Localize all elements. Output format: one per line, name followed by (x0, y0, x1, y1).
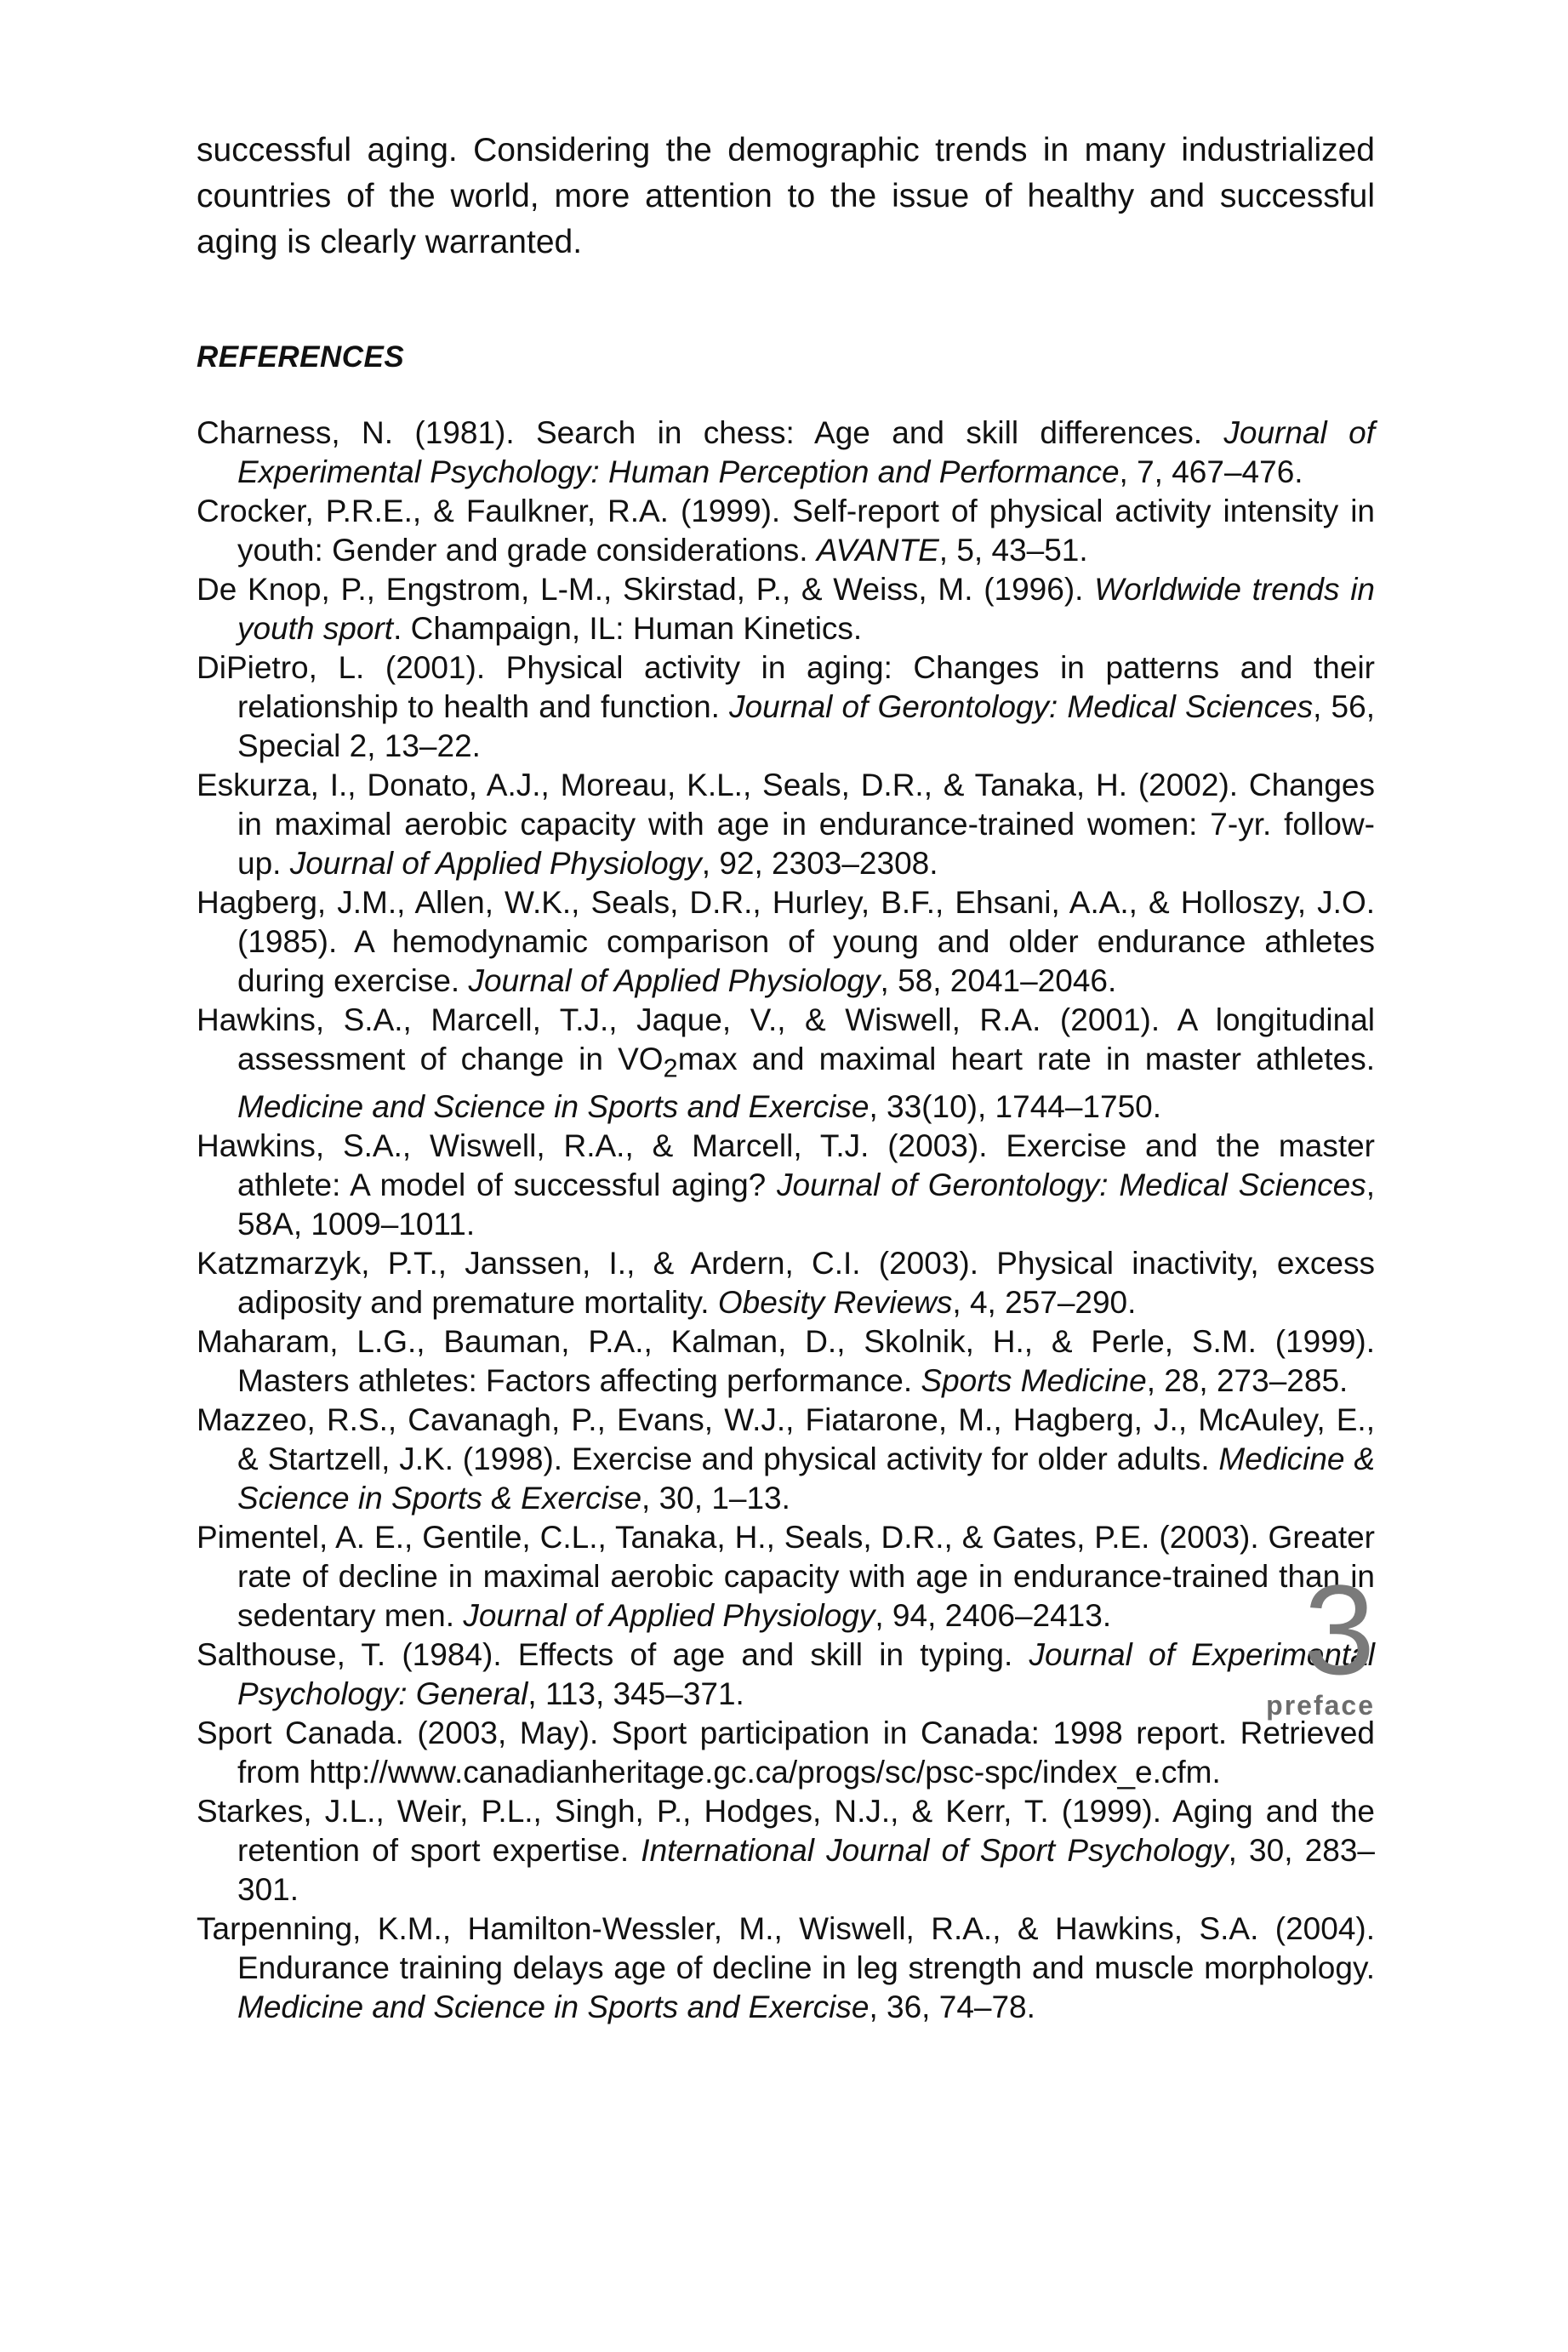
reference-item: Mazzeo, R.S., Cavanagh, P., Evans, W.J., Fiatarone, M., Hagberg, J., McAuley, E., & Startzell, J.K. (1998). Exercise and physical activity for older adults. Medicine & Science in Sports & Exercise, 30, 1–13. (197, 1402, 1375, 1516)
reference-list (197, 414, 1375, 2027)
reference-item: Salthouse, T. (1984). Effects of age and skill in typing. Journal of Experimental Psychology: General, 113, 345–371. (197, 1637, 1375, 1712)
folio (1120, 1558, 1375, 1721)
references-heading: REFERENCES (197, 340, 405, 374)
reference-item: Eskurza, I., Donato, A.J., Moreau, K.L., Seals, D.R., & Tanaka, H. (2002). Changes in maximal aerobic capacity with age in endurance-trained women: 7-yr. follow-up. Journal of Applied Physiology, 92, 2303–2308. (197, 768, 1375, 881)
reference-item: Hagberg, J.M., Allen, W.K., Seals, D.R., Hurley, B.F., Ehsani, A.A., & Holloszy, J.O. (1985). A hemodynamic comparison of young and older endurance athletes during exercise. Journal of Applied Physiology, 58, 2041–2046. (197, 885, 1375, 998)
reference-item: Katzmarzyk, P.T., Janssen, I., & Ardern, C.I. (2003). Physical inactivity, excess adiposity and premature mortality. Obesity Reviews, 4, 257–290. (197, 1246, 1375, 1321)
reference-item: DiPietro, L. (2001). Physical activity in aging: Changes in patterns and their relationship to health and function. Journal of Gerontology: Medical Sciences, 56, Special 2, 13–22. (197, 650, 1375, 763)
reference-item: Pimentel, A. E., Gentile, C.L., Tanaka, H., Seals, D.R., & Gates, P.E. (2003). Greater rate of decline in maximal aerobic capacity with age in endurance-trained than in sedentary men. Journal of Applied Physiology, 94, 2406–2413. (197, 1520, 1375, 1634)
reference-item: Hawkins, S.A., Marcell, T.J., Jaque, V., & Wiswell, R.A. (2001). A longitudinal assessment of change in $VO_2\max$ and maximal heart rate in master athletes. Medicine and Science in Sports and Exercise, 33(10), 1744–1750. (197, 1002, 1375, 1125)
reference-item: Sport Canada. (2003, May). Sport participation in Canada: 1998 report. Retrieved from http://www.canadianheritage.gc.ca/progs/sc/psc-spc/index_e.cfm. (197, 1715, 1375, 1790)
reference-item: Hawkins, S.A., Wiswell, R.A., & Marcell, T.J. (2003). Exercise and the master athlete: A model of successful aging? Journal of Gerontology: Medical Sciences, 58A, 1009–1011. (197, 1128, 1375, 1242)
reference-item: Tarpenning, K.M., Hamilton-Wessler, M., Wiswell, R.A., & Hawkins, S.A. (2004). Endurance training delays age of decline in leg strength and muscle morphology. Medicine and Science in Sports and Exercise, 36, 74–78. (197, 1911, 1375, 2025)
intro-paragraph: successful aging. Considering the demographic trends in many industrialized countries of the world, more attention to the issue of healthy and successful aging is clearly warranted. (197, 132, 1375, 260)
reference-item: De Knop, P., Engstrom, L-M., Skirstad, P., & Weiss, M. (1996). Worldwide trends in youth sport. Champaign, IL: Human Kinetics. (197, 572, 1376, 646)
reference-item: Maharam, L.G., Bauman, P.A., Kalman, D., Skolnik, H., & Perle, S.M. (1999). Masters athletes: Factors affecting performance. Sports Medicine, 28, 273–285. (197, 1324, 1375, 1399)
reference-item: Crocker, P.R.E., & Faulkner, R.A. (1999). Self-report of physical activity intensity in youth: Gender and grade considerations. AVANTE, 5, 43–51. (197, 494, 1375, 568)
section-label: preface (1266, 1690, 1375, 1721)
reference-item: Charness, N. (1981). Search in chess: Age and skill differences. Journal of Experimental Psychology: Human Perception and Performance, 7, 467–476. (197, 415, 1375, 489)
page-number: 3 (1303, 1558, 1375, 1701)
reference-item: Starkes, J.L., Weir, P.L., Singh, P., Hodges, N.J., & Kerr, T. (1999). Aging and the retention of sport expertise. International Journal of Sport Psychology, 30, 283–301. (197, 1794, 1375, 1908)
